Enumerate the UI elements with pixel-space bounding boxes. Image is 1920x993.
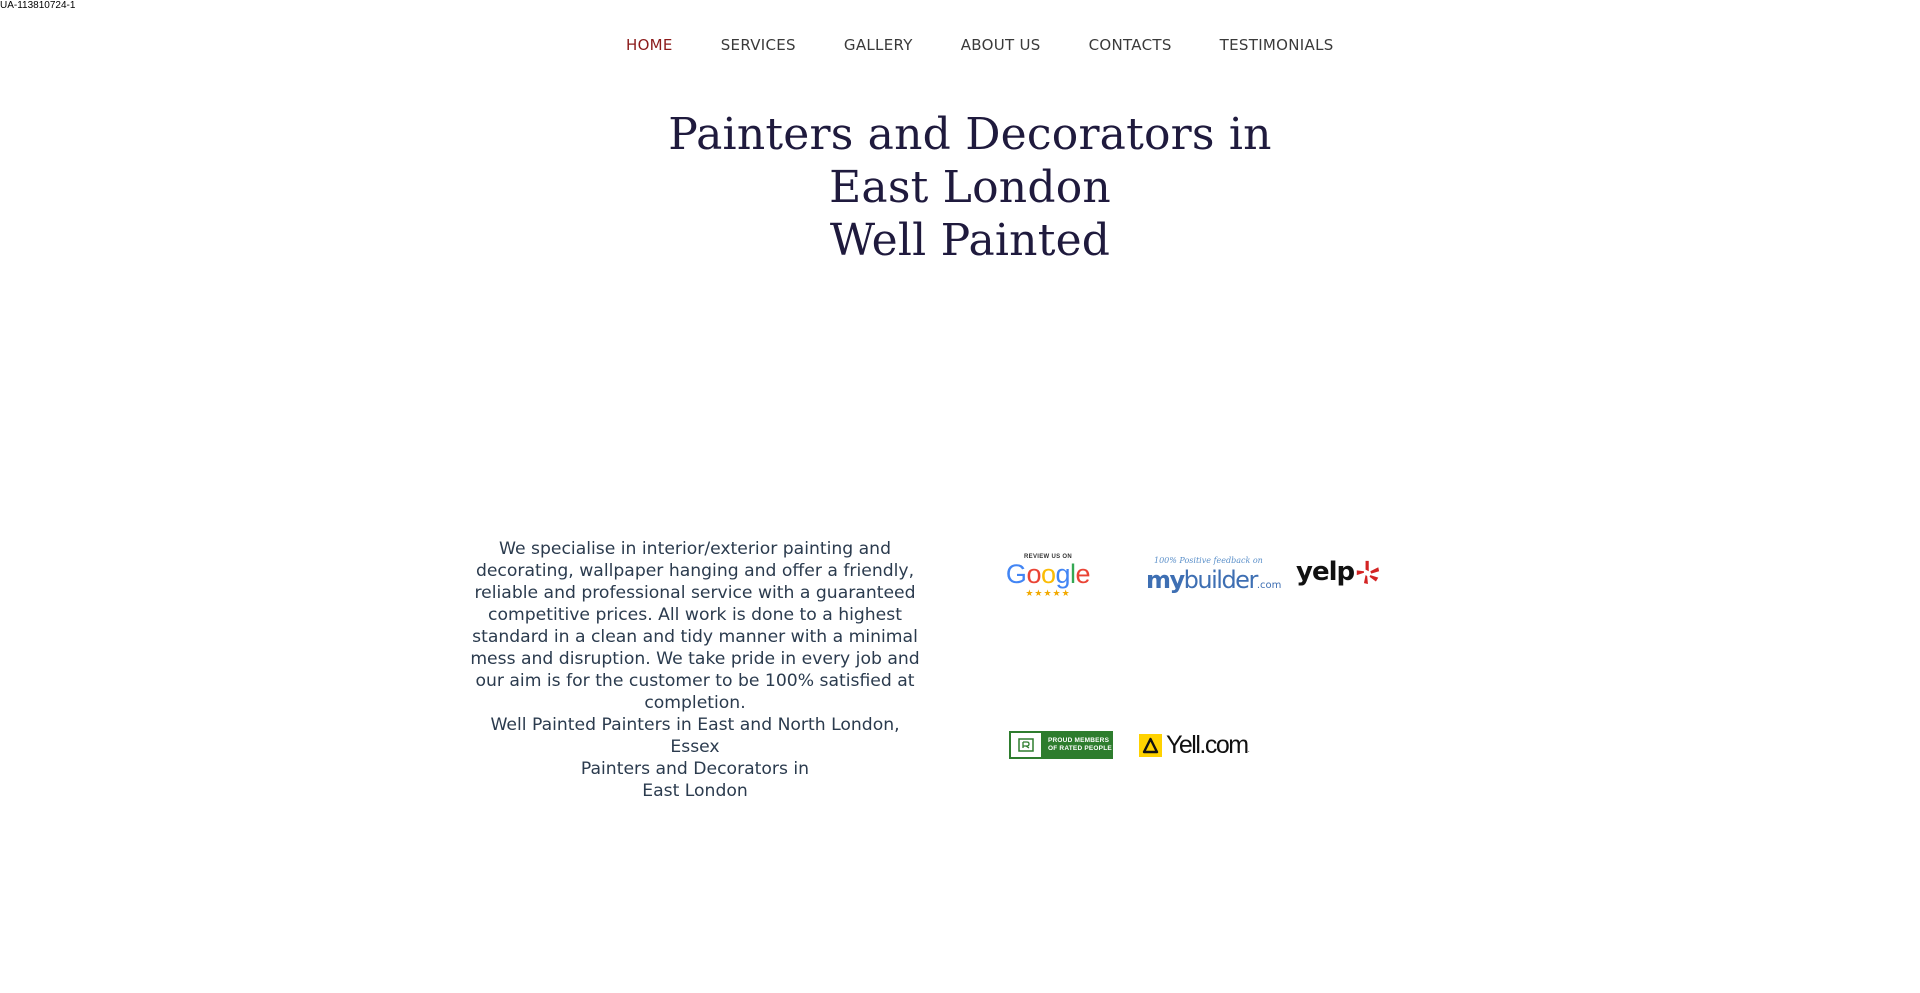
hero-title-line-3: Well Painted	[829, 215, 1111, 266]
main-navigation	[626, 36, 1382, 54]
google-review-logo[interactable]	[1000, 553, 1096, 599]
yell-trademark-dot: .	[1247, 745, 1250, 754]
yelp-logo[interactable]	[1296, 552, 1380, 592]
nav-item-gallery[interactable]: GALLERY	[843, 36, 913, 54]
mybuilder-caption: 100% Positive feedback on	[1154, 556, 1263, 565]
about-tagline-2: East London	[642, 781, 748, 801]
rated-people-caption	[1048, 737, 1112, 753]
yell-wordmark: Yell.com	[1166, 730, 1248, 759]
google-wordmark: Google	[1005, 559, 1091, 589]
mybuilder-my: my	[1146, 566, 1184, 594]
hero-title-line-1: Painters and Decorators in	[668, 109, 1272, 160]
mybuilder-builder: builder	[1183, 566, 1257, 594]
rated-people-icon	[1011, 733, 1041, 757]
nav-item-contacts[interactable]: CONTACTS	[1088, 36, 1172, 54]
mybuilder-com: .com	[1256, 580, 1282, 591]
tracking-id-text: UA-113810724-1	[0, 0, 76, 11]
rated-people-logo[interactable]	[1009, 731, 1113, 759]
google-stars-icon: ★★★★★	[1025, 588, 1071, 598]
rated-people-line-2: OF RATED PEOPLE	[1048, 745, 1112, 752]
hero-title	[0, 108, 1920, 267]
rated-people-line-1: PROUD MEMBERS	[1048, 737, 1110, 744]
nav-item-services[interactable]: SERVICES	[720, 36, 796, 54]
mybuilder-wordmark	[1146, 566, 1281, 600]
nav-item-testimonials[interactable]: TESTIMONIALS	[1219, 36, 1334, 54]
about-text-block	[470, 538, 920, 802]
google-review-caption: REVIEW US ON	[1024, 554, 1072, 560]
nav-item-home[interactable]: HOME	[626, 36, 673, 54]
about-service-area: Well Painted Painters in East and North London, Essex	[490, 715, 900, 757]
about-tagline-1: Painters and Decorators in	[580, 759, 810, 779]
yell-arrow-icon	[1139, 734, 1162, 757]
hero-title-line-2: East London	[829, 162, 1111, 213]
about-paragraph: We specialise in interior/exterior painting and decorating, wallpaper hanging and offer a friendly, reliable and professional service with a guaranteed competitive prices. All work is done to a highest standard in a clean and tidy manner with a minimal mess and disruption. We take pride in every job and our aim is for the customer to be 100% satisfied at completion.	[470, 539, 920, 713]
yelp-wordmark: yelp	[1296, 557, 1355, 587]
nav-item-about-us[interactable]: ABOUT US	[960, 36, 1041, 54]
mybuilder-logo[interactable]	[1146, 555, 1282, 601]
yelp-burst-icon	[1356, 556, 1380, 588]
yell-logo[interactable]	[1139, 730, 1269, 760]
